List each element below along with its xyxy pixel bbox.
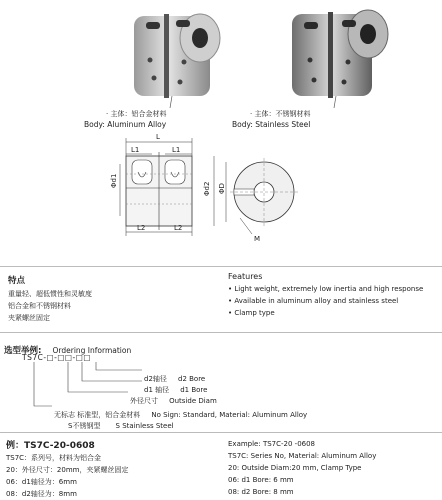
ordering-row-d1: d1 轴径 d1 Bore [144,386,208,394]
example-cn-item: 06：d1轴径为：6mm [6,478,77,486]
features-en [228,272,423,317]
stainless-caption [232,110,310,129]
dim-L: L [156,133,160,141]
dim-L2-left: L2 [137,224,146,232]
example-en-item: TS7C: Series No, Material: Aluminum Alloy [228,452,377,460]
photo-leader-lines [0,0,442,130]
dim-d2: Φd2 [203,181,211,196]
example-cn-item: 20：外径尺寸：20mm，夹紧螺丝固定 [6,466,129,474]
features-cn-title: 特点 [8,276,26,286]
features-cn-item: 重量轻、超低惯性和灵敏度 [8,290,92,298]
example-en-item: 20: Outside Diam:20 mm, Clamp Type [228,464,362,472]
example-en [228,440,376,496]
example-en-item: Example: TS7C-20 -0608 [228,440,316,448]
dim-d1: Φd1 [110,173,118,188]
dim-L1-left: L1 [131,146,140,154]
example-en-item: 08: d2 Bore: 8 mm [228,488,294,496]
features-en-title: Features [228,272,263,281]
features-cn [8,274,92,322]
features-cn-item: 夹紧螺丝固定 [8,314,50,322]
bullet-icon: • [228,285,233,293]
features-en-item: • Clamp type [228,309,275,317]
stainless-caption-en: Body: Stainless Steel [232,120,311,129]
example-cn-item: 08：d2轴径为：8mm [6,490,77,498]
ordering-title-cn: 选型举例: [4,346,42,356]
ordering-title-en: Ordering Information [52,346,132,355]
dim-M: M [254,235,261,243]
stainless-caption-cn: 主体：不锈钢材料 [254,110,311,118]
divider-ordering [0,332,442,333]
example-cn-title: 例：TS7C-20-0608 [6,441,95,451]
dim-D: ΦD [218,183,226,194]
ordering-row-material: 无标志 标准型，铝合金材料 No Sign: Standard, Material: Aluminum Alloy [54,411,308,419]
bullet-icon: • [228,297,233,305]
aluminum-caption-cn: 主体：铝合金材料 [110,110,167,118]
example-cn [6,438,128,498]
ordering-row-stainless: S不锈钢型 S Stainless Steel [68,422,174,430]
divider-features [0,266,442,267]
features-en-item: • Light weight, extremely low inertia and high response [228,285,424,293]
caption-dot-icon: · [250,110,253,118]
dim-L2-right: L2 [174,224,183,232]
example-cn-item: TS7C：系列号，材料为铝合金 [6,454,102,462]
features-en-item: • Available in aluminum alloy and stainless steel [228,297,399,305]
features-cn-item: 铝合金和不锈钢材料 [8,302,71,310]
ordering-row-d2: d2轴径 d2 Bore [144,375,206,383]
divider-example [0,432,442,433]
caption-dot-icon: · [106,110,109,118]
aluminum-caption-en: Body: Aluminum Alloy [84,120,167,129]
ordering-row-od: 外径尺寸 Outside Diam [130,397,217,405]
bullet-icon: • [228,309,233,317]
aluminum-caption [84,110,166,129]
example-en-item: 06: d1 Bore: 6 mm [228,476,294,484]
ordering-code: TS7C-□-□□-□□ [22,353,91,362]
dim-L1-right: L1 [172,146,181,154]
